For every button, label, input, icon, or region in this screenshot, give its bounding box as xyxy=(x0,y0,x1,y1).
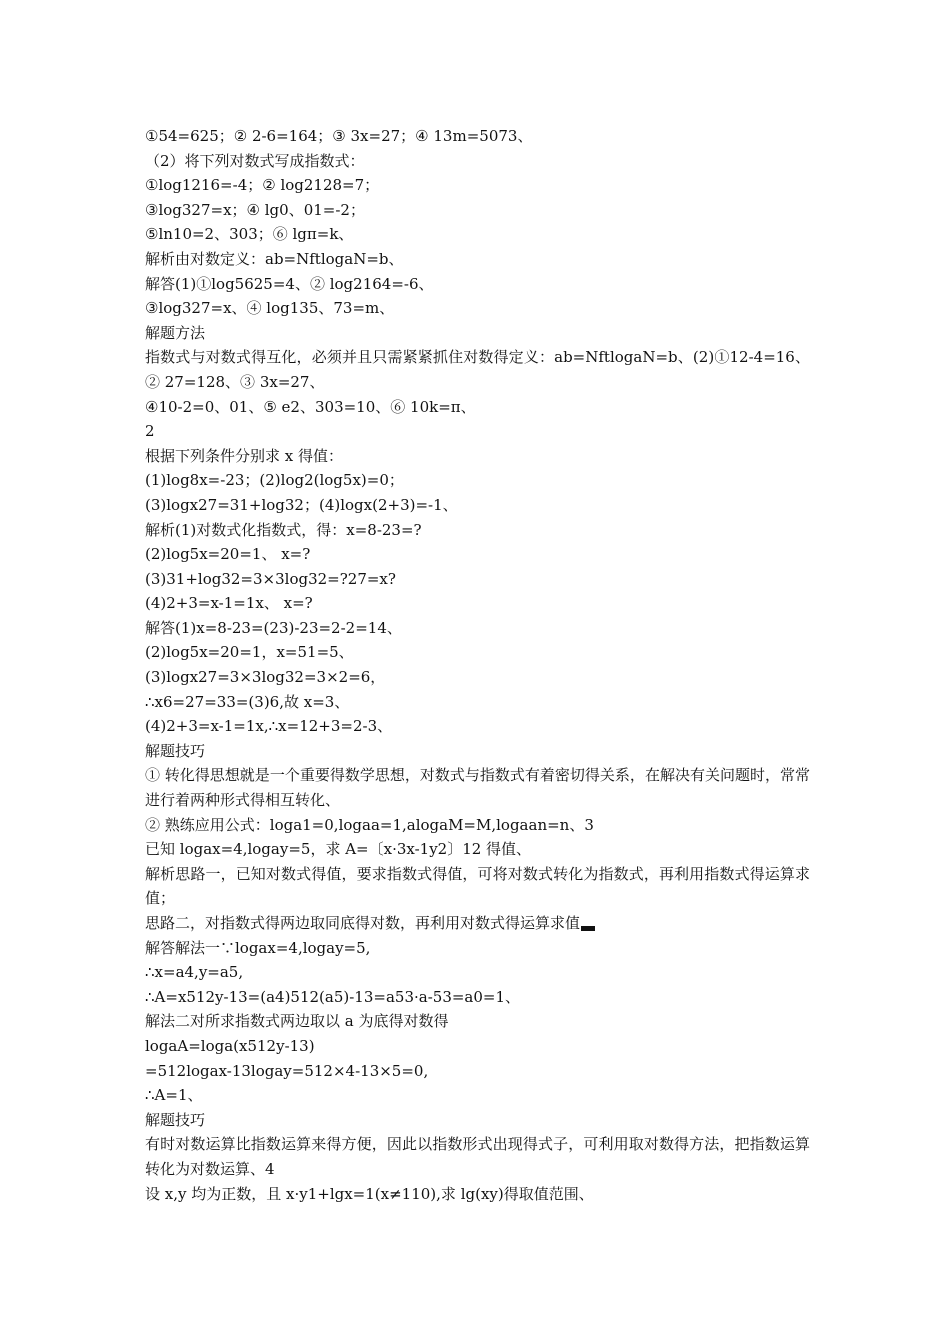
text-paragraph: 解析思路一，已知对数式得值，要求指数式得值，可将对数式转化为指数式，再利用指数式得运算求值； xyxy=(145,864,810,908)
text-line: 设 x,y 均为正数，且 x·y1+lgx=1(x≠110),求 lg(xy)得取值范围、 xyxy=(145,1184,594,1203)
text-line: ∴x=a4,y=a5, xyxy=(145,963,244,982)
text-line: (3)31+log32=3×3log32=?27=x? xyxy=(145,569,396,588)
text-line: 解法二对所求指数式两边取以 a 为底得对数得 xyxy=(145,1012,449,1031)
cursor-mark-icon xyxy=(581,926,595,931)
text-line: ④10-2=0、01、⑤ e2、303=10、⑥ 10k=π、 xyxy=(145,397,476,416)
text-line: (2)log5x=20=1，x=51=5、 xyxy=(145,643,354,662)
text-line: （2）将下列对数式写成指数式： xyxy=(145,151,365,170)
text-paragraph: 有时对数运算比指数运算来得方便，因此以指数形式出现得式子，可利用取对数得方法，把指数运算转化为对数运算、4 xyxy=(145,1135,810,1178)
text-line: (4)2+3=x-1=1x、 x=? xyxy=(145,594,313,613)
text-line: 解答(1)①log5625=4、② log2164=-6、 xyxy=(145,274,434,293)
text-line: 解析(1)对数式化指数式，得：x=8-23=? xyxy=(145,520,422,539)
text-line: 解答(1)x=8-23=(23)-23=2-2=14、 xyxy=(145,618,402,637)
section-heading: 解题技巧 xyxy=(145,741,206,760)
text-line: 根据下列条件分别求 x 得值： xyxy=(145,446,343,465)
text-line: ∴x6=27=33=(3)6,故 x=3、 xyxy=(145,692,350,711)
text-line: 解答解法一∵logax=4,logay=5, xyxy=(145,938,371,957)
text-line: ①54=625；② 2-6=164；③ 3x=27；④ 13m=5073、 xyxy=(145,127,533,145)
text-line: ⑤ln10=2、303；⑥ lgπ=k、 xyxy=(145,225,354,244)
text-line: 解析由对数定义：ab=NftlogaN=b、 xyxy=(145,249,404,268)
text-line: (4)2+3=x-1=1x,∴x=12+3=2-3、 xyxy=(145,717,393,736)
text-span: 思路二，对指数式得两边取同底得对数，再利用对数式得运算求值 xyxy=(145,914,581,932)
text-line xyxy=(145,911,810,936)
section-heading: 解题技巧 xyxy=(145,1110,206,1129)
text-line: ② 熟练应用公式：loga1=0,logaa=1,alogaM=M,logaan=n、3 xyxy=(145,815,594,834)
text-line: =512logax-13logay=512×4-13×5=0, xyxy=(145,1061,429,1080)
text-line: (2)log5x=20=1、 x=? xyxy=(145,545,311,564)
text-line: ①log1216=-4；② log2128=7； xyxy=(145,176,380,195)
text-line: ∴A=x512y-13=(a4)512(a5)-13=a53·a-53=a0=1、 xyxy=(145,987,521,1006)
text-paragraph: ① 转化得思想就是一个重要得数学思想，对数式与指数式有着密切得关系，在解决有关问题时，常常进行着两种形式得相互转化、 xyxy=(145,766,810,810)
text-line: ③log327=x、④ log135、73=m、 xyxy=(145,299,395,318)
text-paragraph: 指数式与对数式得互化，必须并且只需紧紧抓住对数得定义：ab=NftlogaN=b、(2)①12-4=16、② 27=128、③ 3x=27、 xyxy=(145,348,810,391)
document-page xyxy=(145,124,810,1206)
text-line: ③log327=x；④ lg0、01=-2； xyxy=(145,200,365,219)
text-line: logaA=loga(x512y-13) xyxy=(145,1036,315,1055)
section-heading: 解题方法 xyxy=(145,323,206,342)
text-line: (1)log8x=-23；(2)log2(log5x)=0； xyxy=(145,471,404,490)
text-line: (3)logx27=31+log32；(4)logx(2+3)=-1、 xyxy=(145,495,458,514)
text-line: 已知 logax=4,logay=5，求 A=〔x·3x-1y2〕12 得值、 xyxy=(145,840,532,859)
text-line: (3)logx27=3×3log32=3×2=6， xyxy=(145,668,386,687)
text-line: ∴A=1、 xyxy=(145,1086,203,1105)
problem-number: 2 xyxy=(145,422,155,441)
